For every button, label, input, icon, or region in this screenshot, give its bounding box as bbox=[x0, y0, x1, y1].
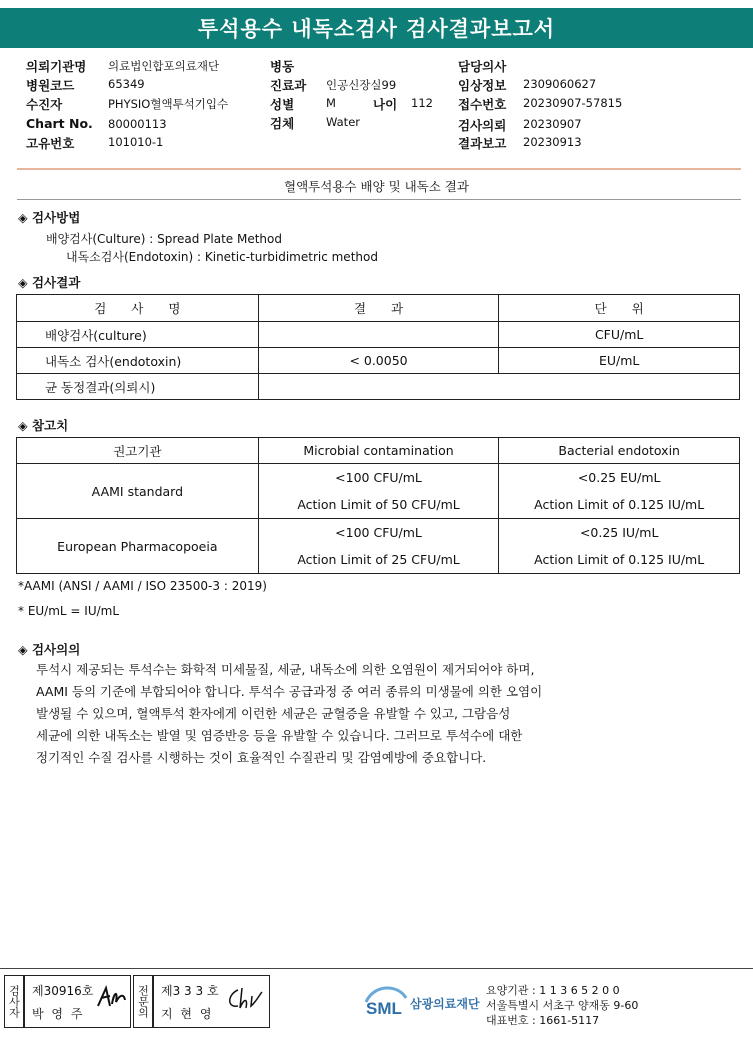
ref-org: European Pharmacopoeia bbox=[17, 519, 259, 574]
opinion-line: 투석시 제공되는 투석수는 화학적 미세물질, 세균, 내독소에 의한 오염원이 제거되어야 하며, bbox=[36, 662, 535, 677]
ref-endotoxin-action: Action Limit of 0.125 IU/mL bbox=[534, 552, 705, 567]
reference-note-units: * EU/mL = IU/mL bbox=[18, 604, 120, 618]
method-endotoxin: 내독소검사(Endotoxin) : Kinetic-turbidimetric method bbox=[66, 250, 378, 264]
test-name: 내독소 검사(endotoxin) bbox=[17, 348, 259, 374]
department-label: 진료과 bbox=[270, 78, 307, 93]
test-result bbox=[258, 322, 499, 348]
tester-name: 박 영 주 bbox=[32, 1007, 85, 1021]
results-table bbox=[16, 294, 740, 400]
opinion-line: 세균에 의한 내독소는 발열 및 염증반응 등을 유발할 수 있습니다. 그러므로 투석수에 대한 bbox=[36, 728, 523, 743]
ref-endotoxin bbox=[499, 464, 740, 519]
hospital-code-label: 병원코드 bbox=[26, 78, 75, 93]
org-name: 삼광의료재단 bbox=[410, 997, 480, 1011]
footer-divider bbox=[0, 968, 753, 969]
specimen-value: Water bbox=[326, 115, 360, 129]
ref-microbial-action: Action Limit of 50 CFU/mL bbox=[297, 497, 460, 512]
sml-logo-icon bbox=[364, 980, 408, 1020]
method-culture: 배양검사(Culture) : Spread Plate Method bbox=[46, 232, 282, 246]
clinical-info-value: 2309060627 bbox=[523, 77, 597, 91]
test-request-label: 검사의뢰 bbox=[458, 118, 507, 133]
ward-label: 병동 bbox=[270, 59, 295, 74]
specialist-tag bbox=[133, 975, 153, 1028]
tester-tag-text: 검사자 bbox=[7, 985, 21, 1018]
receipt-no-label: 접수번호 bbox=[458, 97, 507, 112]
org-phone: 대표번호 : 1661-5117 bbox=[486, 1014, 600, 1027]
org-address: 서울특별시 서초구 양재동 9-60 bbox=[486, 999, 639, 1012]
sml-logo-text: SML bbox=[366, 999, 402, 1018]
table-row bbox=[17, 374, 740, 400]
chart-no-label: Chart No. bbox=[26, 116, 93, 131]
ref-org: AAMI standard bbox=[17, 464, 259, 519]
specialist-name: 지 현 영 bbox=[161, 1007, 214, 1021]
specialist-license-no: 제3 3 3 호 bbox=[161, 984, 219, 998]
test-name: 배양검사(culture) bbox=[17, 322, 259, 348]
ref-endotoxin-action: Action Limit of 0.125 IU/mL bbox=[534, 497, 705, 512]
institution-label: 의뢰기관명 bbox=[26, 59, 87, 74]
table-row bbox=[17, 519, 740, 574]
col-result: 결 과 bbox=[258, 295, 499, 322]
department-value: 인공신장실99 bbox=[326, 78, 397, 92]
test-result: < 0.0050 bbox=[258, 348, 499, 374]
table-row bbox=[17, 348, 740, 374]
specimen-label: 검체 bbox=[270, 116, 295, 131]
specialist-tag-text: 전문의 bbox=[136, 985, 150, 1018]
section-title: 혈액투석용수 배양 및 내독소 결과 bbox=[284, 179, 469, 194]
header-divider bbox=[17, 168, 741, 170]
tester-signature bbox=[96, 984, 128, 1012]
col-endotoxin: Bacterial endotoxin bbox=[499, 438, 740, 464]
clinical-info-label: 임상정보 bbox=[458, 78, 507, 93]
tester-license-no: 제30916호 bbox=[32, 984, 94, 998]
recipient-value: PHYSIO혈액투석기입수 bbox=[108, 97, 229, 111]
specialist-signature bbox=[224, 986, 264, 1012]
chart-no-value: 80000113 bbox=[108, 117, 167, 131]
ref-microbial-action: Action Limit of 25 CFU/mL bbox=[297, 552, 460, 567]
reference-table bbox=[16, 437, 740, 574]
ref-endotoxin bbox=[499, 519, 740, 574]
ref-endotoxin-limit: <0.25 IU/mL bbox=[579, 525, 659, 540]
age-value: 112 bbox=[411, 96, 433, 110]
hospital-code-value: 65349 bbox=[108, 77, 145, 91]
opinion-heading: ◈ 검사의의 bbox=[18, 642, 81, 657]
results-header-row bbox=[17, 295, 740, 322]
unique-no-value: 101010-1 bbox=[108, 135, 164, 149]
col-microbial: Microbial contamination bbox=[258, 438, 499, 464]
result-report-value: 20230913 bbox=[523, 135, 582, 149]
ref-endotoxin-limit: <0.25 EU/mL bbox=[577, 470, 661, 485]
section-divider bbox=[17, 199, 741, 200]
sex-label: 성별 bbox=[270, 97, 295, 112]
col-test-name: 검 사 명 bbox=[17, 295, 259, 322]
test-request-value: 20230907 bbox=[523, 117, 582, 131]
col-org: 권고기관 bbox=[17, 438, 259, 464]
opinion-line: AAMI 등의 기준에 부합되어야 합니다. 투석수 공급과정 중 여러 종류의 미생물에 의한 오염이 bbox=[36, 684, 543, 699]
test-name: 균 동정결과(의뢰시) bbox=[17, 374, 259, 400]
result-report-label: 결과보고 bbox=[458, 136, 507, 151]
doctor-label: 담당의사 bbox=[458, 59, 507, 74]
ref-microbial bbox=[258, 519, 499, 574]
reference-heading: ◈ 참고치 bbox=[18, 418, 69, 433]
test-unit: CFU/mL bbox=[499, 322, 740, 348]
recipient-label: 수진자 bbox=[26, 97, 63, 112]
ref-microbial-limit: <100 CFU/mL bbox=[335, 525, 422, 540]
table-row bbox=[17, 464, 740, 519]
reference-note-aami: *AAMI (ANSI / AAMI / ISO 23500-3 : 2019) bbox=[18, 579, 267, 593]
col-unit: 단 위 bbox=[499, 295, 740, 322]
sex-value: M bbox=[326, 96, 336, 110]
ref-microbial-limit: <100 CFU/mL bbox=[335, 470, 422, 485]
org-code: 요양기관 : 1 1 3 6 5 2 0 0 bbox=[486, 984, 620, 997]
test-result bbox=[258, 374, 739, 400]
institution-value: 의료법인합포의료재단 bbox=[108, 59, 220, 73]
ref-microbial bbox=[258, 464, 499, 519]
results-heading: ◈ 검사결과 bbox=[18, 275, 81, 290]
test-unit: EU/mL bbox=[499, 348, 740, 374]
tester-tag bbox=[4, 975, 24, 1028]
receipt-no-value: 20230907-57815 bbox=[523, 96, 623, 110]
opinion-line: 정기적인 수질 검사를 시행하는 것이 효율적인 수질관리 및 감염예방에 중요합니다. bbox=[36, 750, 487, 765]
report-title: 투석용수 내독소검사 검사결과보고서 bbox=[0, 8, 753, 48]
table-row bbox=[17, 322, 740, 348]
age-label: 나이 bbox=[373, 97, 398, 112]
reference-header-row bbox=[17, 438, 740, 464]
unique-no-label: 고유번호 bbox=[26, 136, 75, 151]
opinion-line: 발생될 수 있으며, 혈액투석 환자에게 이런한 세균은 균혈증을 유발할 수 있고, 그람음성 bbox=[36, 706, 511, 721]
method-heading: ◈ 검사방법 bbox=[18, 210, 81, 225]
